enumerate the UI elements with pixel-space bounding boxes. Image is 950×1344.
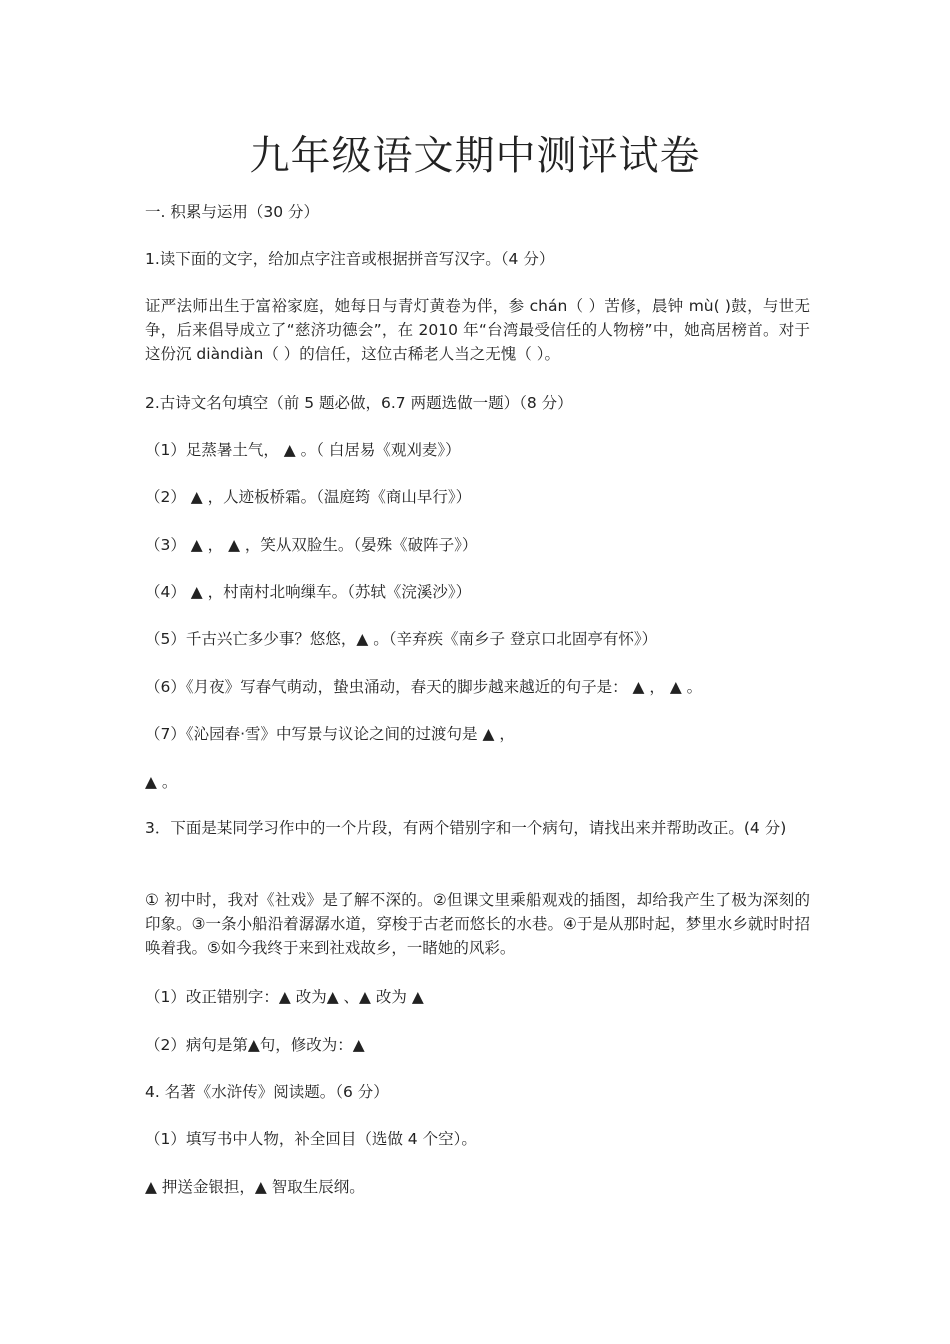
- question-2-item-5: （5）千古兴亡多少事？悠悠，▲ 。（辛弃疾《南乡子 登京口北固亭有怀》）: [145, 630, 658, 648]
- question-2-item-1: （1）足蒸暑土气， ▲ 。（ 白居易《观刈麦》）: [145, 441, 461, 459]
- question-1-passage: 证严法师出生于富裕家庭，她每日与青灯黄卷为伴，参 chán（ ）苦修，晨钟 mù( )鼓，与世无争，后来倡导成立了“慈济功德会”，在 2010 年“台湾最受信任的人物榜”中，她高居榜首。对于这份沉 diàndiàn（ ）的信任，这位古稀老人当之无愧（ ）。: [145, 297, 810, 363]
- question-4-line-1: ▲ 押送金银担，▲ 智取生辰纲。: [145, 1178, 365, 1196]
- question-3-passage: ① 初中时，我对《社戏》是了解不深的。②但课文里乘船观戏的插图，却给我产生了极为深刻的印象。③一条小船沿着潺潺水道，穿梭于古老而悠长的水巷。④于是从那时起，梦里水乡就时时招唤着我。⑤如今我终于来到社戏故乡，一睹她的风彩。: [145, 891, 810, 957]
- question-3-heading: 3．下面是某同学习作中的一个片段，有两个错别字和一个病句，请找出来并帮助改正。(4 分): [145, 819, 787, 837]
- question-2-item-3: （3） ▲ ， ▲ ，笑从双脸生。（晏殊《破阵子》）: [145, 536, 478, 554]
- question-2-item-4: （4） ▲ ，村南村北响缫车。（苏轼《浣溪沙》）: [145, 583, 472, 601]
- question-2-item-2: （2） ▲ ，人迹板桥霜。（温庭筠《商山早行》）: [145, 488, 472, 506]
- question-2-item-7: （7）《沁园春·雪》中写景与议论之间的过渡句是 ▲ ，: [145, 725, 515, 743]
- question-1-heading: 1.读下面的文字，给加点字注音或根据拼音写汉字。（4 分）: [145, 250, 555, 268]
- question-4-sub-1: （1）填写书中人物，补全回目（选做 4 个空）。: [145, 1130, 477, 1148]
- page-title: 九年级语文期中测评试卷: [249, 133, 701, 179]
- question-4-heading: 4. 名著《水浒传》阅读题。（6 分）: [145, 1083, 389, 1101]
- question-2-heading: 2.古诗文名句填空（前 5 题必做，6.7 两题选做一题）（8 分）: [145, 394, 573, 412]
- question-2-item-6: （6）《月夜》写春气萌动，蛰虫涌动，春天的脚步越来越近的句子是： ▲ ， ▲ 。: [145, 678, 703, 696]
- question-3-sub-1: （1）改正错别字：▲ 改为▲ 、▲ 改为 ▲: [145, 988, 424, 1006]
- section-heading: 一. 积累与运用（30 分）: [145, 203, 320, 221]
- question-3-sub-2: （2）病句是第▲句，修改为：▲: [145, 1036, 365, 1054]
- question-2-item-7-continued: ▲ 。: [145, 773, 178, 791]
